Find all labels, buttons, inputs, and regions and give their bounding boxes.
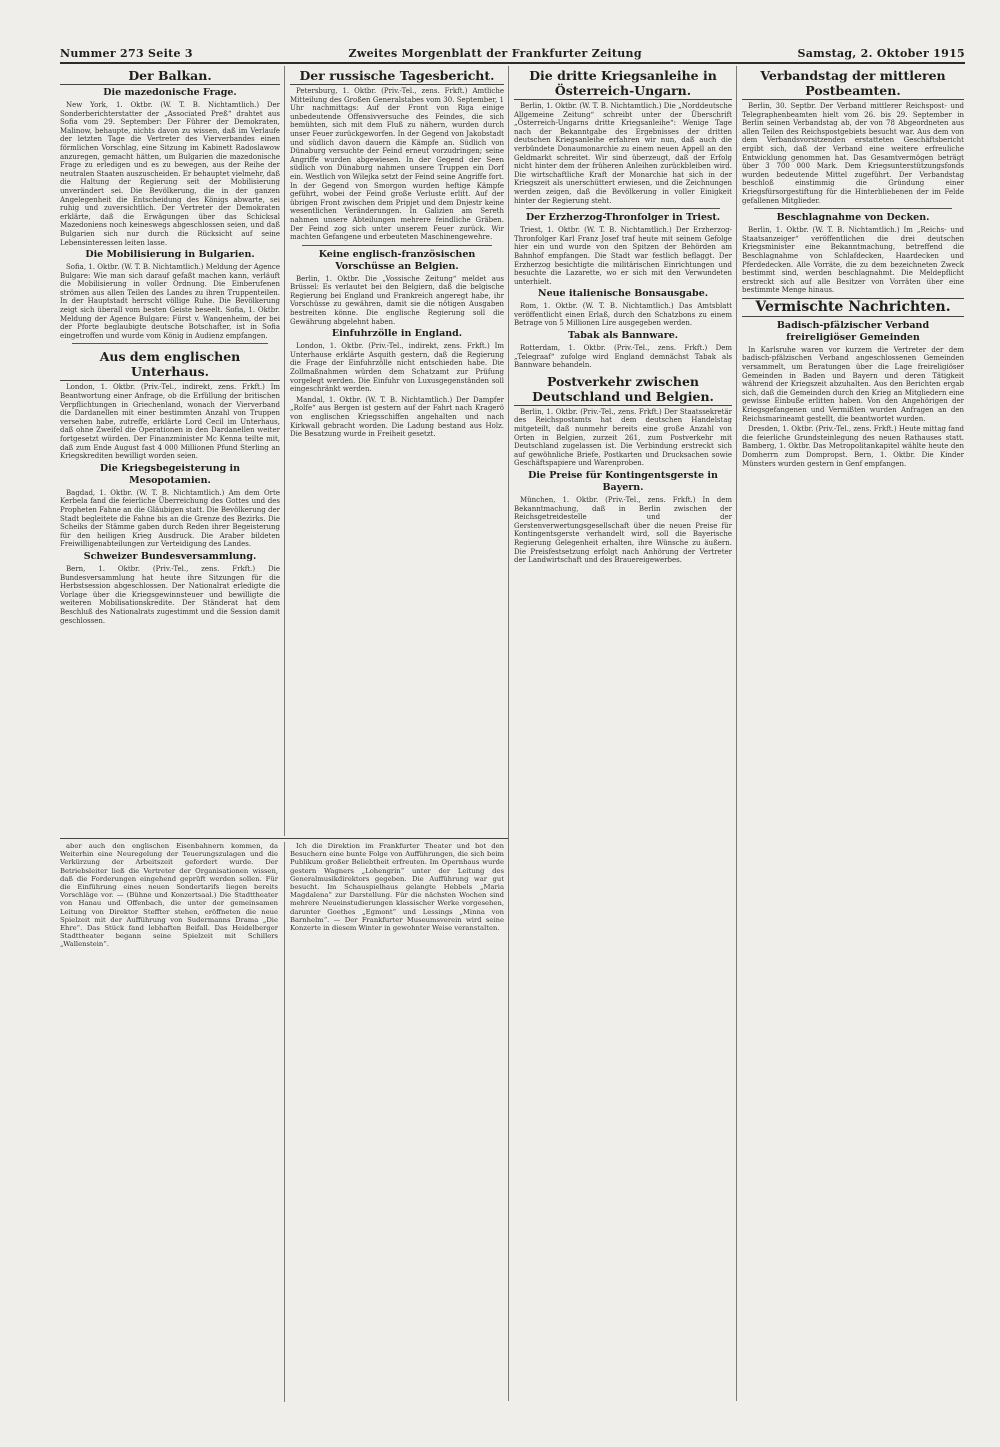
article-body: In Karlsruhe waren vor kurzem die Vertreter der dem badisch-pfälzischen Verband angeschlossenen Gemeinden versammelt, um Beratungen über die Lage freireligiöser Gemeinden in Baden und Bayern und deren Tätigkeit während der Kriegszeit abzuhalten. Aus den Berichten ergab sich, daß die Gemeinden durch den Krieg an Mitgliedern eine gewisse Einbuße erlitten haben. Von den Angehörigen der Kriegsgefangenen und Vermißten wurden Anfragen an den Reichsmarineamt gestellt, die beantwortet wurden. (742, 345, 964, 423)
column-2 (290, 66, 504, 836)
column-1 (60, 66, 280, 836)
article-body: Petersburg, 1. Oktbr. (Priv.-Tel., zens. Frkft.) Amtliche Mitteilung des Großen Generalstabes vom 30. September, 1 Uhr nachmittags: Auf der Front von Riga einige unbedeutende Offensivversuche des Feindes, die sich bemühten, sich mit dem Fluß zu nähern, wurden durch unser Feuer zurückgeworfen. In der Gegend von Jakobstadt und südlich davon dauern die Kämpfe an. Südlich von Dünaburg versuchte der Feind erneut vorzudringen; seine Angriffe wurden abgewiesen. In der Gegend der Seen südlich von Dünaburg nahmen unsere Truppen ein Dorf ein. Westlich von Wilejka setzt der Feind seine Angriffe fort. In der Gegend von Smorgon wurden heftige Kämpfe geführt, wobei der Feind große Verluste erlitt. Auf der übrigen Front zwischen dem Pripjet und dem Dnjestr keine wesentlichen Veränderungen. In Galizien am Sereth nahmen unsere Abteilungen mehrere feindliche Gräben. Der Feind zog sich unter unserem Feuer zurück. Wir machten Gefangene und erbeuteten Maschinengewehre. (290, 87, 504, 242)
section-rule (60, 838, 508, 839)
column-3 (514, 66, 732, 1402)
issue-date: Samstag, 2. Oktober 1915 (797, 47, 965, 60)
article-headline: Schweizer Bundesversammlung. (83, 550, 257, 562)
article-body: Berlin, 1. Oktbr. (Priv.-Tel., zens. Frkft.) Der Staatssekretär des Reichspostamts hat dem deutschen Handelstag mitgeteilt, daß nunmehr bereits eine große Anzahl von Orten in Belgien, zurzeit 261, zum Postverkehr mit Deutschland zugelassen ist. Die Verbindung erstreckt sich auf gewöhnliche Briefe, Postkarten und Drucksachen sowie Geschäftspapiere und Warenproben. (514, 407, 732, 468)
article-body: New York, 1. Oktbr. (W. T. B. Nichtamtlich.) Der Sonderberichterstatter der „Associated Preß“ drahtet aus Sofia vom 29. September: Der Führer der Demokraten, Malinow, behaupte, nichts davon zu wissen, daß im Verlaufe der letzten Tage die Vertreter des Vierverbandes einen förmlichen Vorschlag, eine Sitzung im Kabinett Radoslawow anzuregen, gemacht hätten, um Bulgarien die mazedonische Frage zu erledigen und es zu bewegen, aus der Reihe der neutralen Staaten auszuscheiden. Er behauptet vielmehr, daß die Haltung der Regierung seit der Mobilisierung unverändert sei. Die Bevölkerung, die in der ganzen Angelegenheit die Entscheidung des Königs abwarte, sei ruhig und zuversichtlich. Der Vertreter der Demokraten erklärte, daß die Erwägungen über das Schicksal Mazedoniens noch keineswegs abgeschlossen seien, und daß Bulgarien sich nur durch die Rücksicht auf seine Lebensinteressen leiten lasse. (60, 101, 280, 247)
article-body: Berlin, 30. Septbr. Der Verband mittlerer Reichspost- und Telegraphenbeamten hielt vom 26. bis 29. September in Berlin seinen Verbandstag ab, der von 78 Abgeordneten aus allen Teilen des Reichspostgebiets besucht war. Aus dem von dem Verbandsvorsitzenden erstatteten Geschäftsbericht ergibt sich, daß der Verband eine weitere erfreuliche Entwicklung genommen hat. Das Gesamtvermögen beträgt über 3 700 000 Mark. Dem Kriegsunterstützungsfonds wurden bedeutende Mittel zugeführt. Der Verbandstag beschloß einstimmig die Gründung einer Kriegsfürsorgestiftung für die Hinterbliebenen der im Felde gefallenen Mitglieder. (742, 102, 964, 205)
article-headline: Tabak als Bannware. (567, 330, 679, 342)
article-headline: Der russische Tagesbericht. (290, 66, 504, 85)
article-headline: Neue italienische Bonsausgabe. (537, 288, 709, 300)
article-body: Berlin, 1. Oktbr. (W. T. B. Nichtamtlich.) Die „Norddeutsche Allgemeine Zeitung“ schreibt unter der Überschrift „Österreich-Ungarns dritte Kriegsanleihe“: Wenige Tage nach der Bekanntgabe des Ergebnisses der dritten deutschen Kriegsanleihe erfahren wir nun, daß auch die verbündete Donaumonarchie zu einem neuen Appell an den Geldmarkt schreitet. Wir sind überzeugt, daß der Erfolg nicht hinter dem der früheren Anleihen zurückbleiben wird. Die wirtschaftliche Kraft der Monarchie hat sich in der Kriegszeit als unerschüttert erwiesen, und die Zeichnungen werden zeigen, daß die Bevölkerung in voller Einigkeit hinter der Regierung steht. (514, 102, 732, 205)
article-body: Berlin, 1. Oktbr. Die „Vossische Zeitung“ meldet aus Brüssel: Es verlautet bei den Belgiern, daß die belgische Regierung bei England und Frankreich angeregt habe, ihr Vorschüsse zu gewähren, damit sie die nötigen Ausgaben bestreiten könne. Die englische Regierung soll die Gewährung abgelehnt haben. (290, 274, 504, 326)
article-body: Dresden, 1. Oktbr. (Priv.-Tel., zens. Frkft.) Heute mittag fand die feierliche Grundsteinlegung des neuen Rathauses statt. Bamberg, 1. Oktbr. Das Metropolitankapitel wählte heute den Domherrn zum Dompropst. Bern, 1. Oktbr. Die Kinder Münsters wurden gestern in Genf empfangen. (742, 425, 964, 468)
divider (72, 343, 268, 344)
article-headline: Die Mobilisierung in Bulgarien. (85, 249, 255, 261)
article-body: Berlin, 1. Oktbr. (W. T. B. Nichtamtlich.) Im „Reichs- und Staatsanzeiger“ veröffentlichen die drei deutschen Kriegsminister eine Bekanntmachung, betreffend die Beschlagnahme von Schlafdecken, Haardecken und Pferdedecken. Alle Vorräte, die zu dem bezeichneten Zweck bestimmt sind, werden beschlagnahmt. Die Meldepflicht erstreckt sich auf alle Besitzer von Vorräten über eine bestimmte Menge hinaus. (742, 226, 964, 295)
divider (302, 245, 492, 246)
article-headline: Der Balkan. (60, 66, 280, 85)
article-headline: Die Preise für Kontingentsgerste in Bayern. (528, 470, 718, 493)
article-body: Rom, 1. Oktbr. (W. T. B. Nichtamtlich.) Das Amtsblatt veröffentlicht einen Erlaß, durch den Schatzbons zu einem Betrage von 5 Millionen Lire ausgegeben werden. (514, 302, 732, 328)
bottom-mid-column (290, 842, 504, 1402)
article-body: Bagdad, 1. Oktbr. (W. T. B. Nichtamtlich.) Am dem Orte Kerbela fand die feierliche Überreichung des Gottes und des Propheten Fahne an die Gläubigen statt. Die Bevölkerung der Stadt begleitete die Fahne bis an die Grenze des Bezirks. Die Scheiks der Stämme gaben durch Reden ihrer Begeisterung für den heiligen Krieg Ausdruck. Die Araber bildeten Freiwilligenabteilungen zur Verteidigung des Landes. (60, 488, 280, 549)
article-headline: Die Kriegsbegeisterung in Mesopotamien. (99, 462, 241, 486)
section-title: Vermischte Nachrichten. (742, 298, 964, 317)
article-body: London, 1. Oktbr. (Priv.-Tel., indirekt, zens. Frkft.) Im Unterhause erklärte Asquith gestern, daß die Regierung die Frage der Einfuhrzölle nicht entschieden habe. Die Zollmaßnahmen würden dem Schatzamt zur Prüfung vorgelegt werden. Die Einfuhr von Luxusgegenständen soll eingeschränkt werden. (290, 342, 504, 394)
column-divider (736, 66, 737, 1401)
column-divider (284, 66, 285, 836)
article-body: aber auch den englischen Eisenbahnern kommen, da Weiterhin eine Neuregelung der Teuerungszulagen und die Verkürzung der Arbeitszeit gefordert wurde. Der Betriebsleiter ließ die Vertreter der Organisationen wissen, daß die Forderungen eingehend geprüft werden sollen. Für die Einführung eines neuen Sondertarifs liegen bereits Vorschläge vor. — (Bühne und Konzertsaal.) Die Stadttheater von Hanau und Offenbach, die unter der gemeinsamen Leitung von Direktor Steffter stehen, eröffneten die neue Spielzeit mit der Aufführung von Sudermanns Drama „Die Ehre“. Das Stück fand lebhaften Beifall. Das Heidelberger Stadttheater begann seine Spielzeit mit Schillers „Wallenstein“. (60, 842, 278, 949)
article-body: Mandal, 1. Oktbr. (W. T. B. Nichtamtlich.) Der Dampfer „Rolfe“ aus Bergen ist gestern auf der Fahrt nach Kragerö von englischen Kriegsschiffen angehalten und nach Kirkwall gebracht worden. Die Ladung bestand aus Holz. Die Besatzung wurde in Freiheit gesetzt. (290, 395, 504, 439)
article-headline: Keine englisch-französischen Vorschüsse an Belgien. (318, 248, 476, 272)
article-subheadline: Badisch-pfälzischer Verband freireligiöser Gemeinden (776, 319, 930, 343)
article-headline: Die dritte Kriegsanleihe in Österreich-Ungarn. (514, 66, 732, 100)
article-headline: Beschlagnahme von Decken. (776, 212, 930, 224)
article-body: Bern, 1. Oktbr. (Priv.-Tel., zens. Frkft.) Die Bundesversammlung hat heute ihre Sitzungen für die Herbstsession abgeschlossen. Der Nationalrat erledigte die Vorlage über die Kriegsgewinnsteuer und bewilligte die weiteren Mobilisationskredite. Der Ständerat hat dem Beschluß des Nationalrats zugestimmt und die Session damit geschlossen. (60, 564, 280, 625)
column-divider (508, 66, 509, 1401)
divider (526, 208, 720, 209)
bottom-left-column (60, 842, 278, 1402)
article-body: Triest, 1. Oktbr. (W. T. B. Nichtamtlich.) Der Erzherzog-Thronfolger Karl Franz Josef traf heute mit seinem Gefolge hier ein und wurde von den Spitzen der Behörden am Bahnhof empfangen. Die Stadt war festlich beflaggt. Der Erzherzog besichtigte die militärischen Einrichtungen und besuchte die Lazarette, wo er sich mit den Verwundeten unterhielt. (514, 226, 732, 286)
article-headline: Verbandstag der mittleren Postbeamten. (742, 66, 964, 100)
article-body: Sofia, 1. Oktbr. (W. T. B. Nichtamtlich.) Meldung der Agence Bulgare: Wie man sich darauf gefaßt machen kann, verläuft die Mobilisierung in voller Ordnung. Die Einberufenen strömen aus allen Teilen des Landes zu ihren Truppenteilen. In der Hauptstadt herrscht völlige Ruhe. Die Bevölkerung zeigt sich überall vom besten Geiste beseelt. Sofia, 1. Oktbr. Meldung der Agence Bulgare: Fürst v. Wangenheim, der bei der Pforte beglaubigte deutsche Botschafter, ist in Sofia eingetroffen und wurde vom König in Audienz empfangen. (60, 263, 280, 340)
issue-number: Nummer 273 Seite 3 (60, 47, 193, 60)
article-body: Ich die Direktion im Frankfurter Theater und bot den Besuchern eine bunte Folge von Aufführungen, die sich beim Publikum großer Beliebtheit erfreuten. Im Opernhaus wurde gestern Wagners „Lohengrin“ unter der Leitung des Generalmusikdirektors gegeben. Die Aufführung war gut besucht. Im Schauspielhaus gelangte Hebbels „Maria Magdalena“ zur Darstellung. Für die nächsten Wochen sind mehrere Neueinstudierungen klassischer Werke vorgesehen, darunter Goethes „Egmont“ und Lessings „Minna von Barnhelm“. — Der Frankfurter Museumsverein wird seine Konzerte in diesem Winter in gewohnter Weise veranstalten. (290, 842, 504, 933)
header-rule (60, 62, 965, 64)
article-headline: Der Erzherzog-Thronfolger in Triest. (525, 212, 721, 224)
article-headline: Einfuhrzölle in England. (331, 328, 463, 340)
column-4 (742, 66, 964, 1402)
article-body: Rotterdam, 1. Oktbr. (Priv.-Tel., zens. Frkft.) Dem „Telegraaf“ zufolge wird England demnächst Tabak als Bannware behandeln. (514, 344, 732, 370)
article-headline: Postverkehr zwischen Deutschland und Belgien. (514, 372, 732, 406)
divider (754, 208, 952, 209)
column-divider (284, 842, 285, 1402)
article-body: London, 1. Oktbr. (Priv.-Tel., indirekt, zens. Frkft.) Im Beantwortung einer Anfrage, ob die Erfüllung der britischen Verpflichtungen in Griechenland, wonach der Vierverband die Dardanellen mit einer bestimmten Anzahl von Truppen versehen habe, zutreffe, erklärte Lord Cecil im Unterhaus, daß ohne Zweifel die Operationen in den Dardanellen weiter fortgesetzt würden. Der Finanzminister Mc Kenna teilte mit, daß zum Ende August fast 4 000 Millionen Pfund Sterling an Kriegskrediten bewilligt worden seien. (60, 383, 280, 461)
page-header (60, 42, 965, 60)
article-subheadline: Die mazedonische Frage. (103, 87, 237, 98)
article-body: München, 1. Oktbr. (Priv.-Tel., zens. Frkft.) In dem Bekanntmachung, daß in Berlin zwischen der Reichsgetreidestelle und der Gerstenverwertungsgesellschaft über die neuen Preise für Kontingentsgerste verhandelt wird, soll die Bayerische Regierung Gelegenheit erhalten, ihre Wünsche zu äußern. Die Preisfestsetzung erfolgt nach Anhörung der Vertreter der Landwirtschaft und des Brauereigewerbes. (514, 496, 732, 565)
masthead: Zweites Morgenblatt der Frankfurter Zeitung (348, 47, 642, 60)
article-headline: Aus dem englischen Unterhaus. (60, 347, 280, 381)
